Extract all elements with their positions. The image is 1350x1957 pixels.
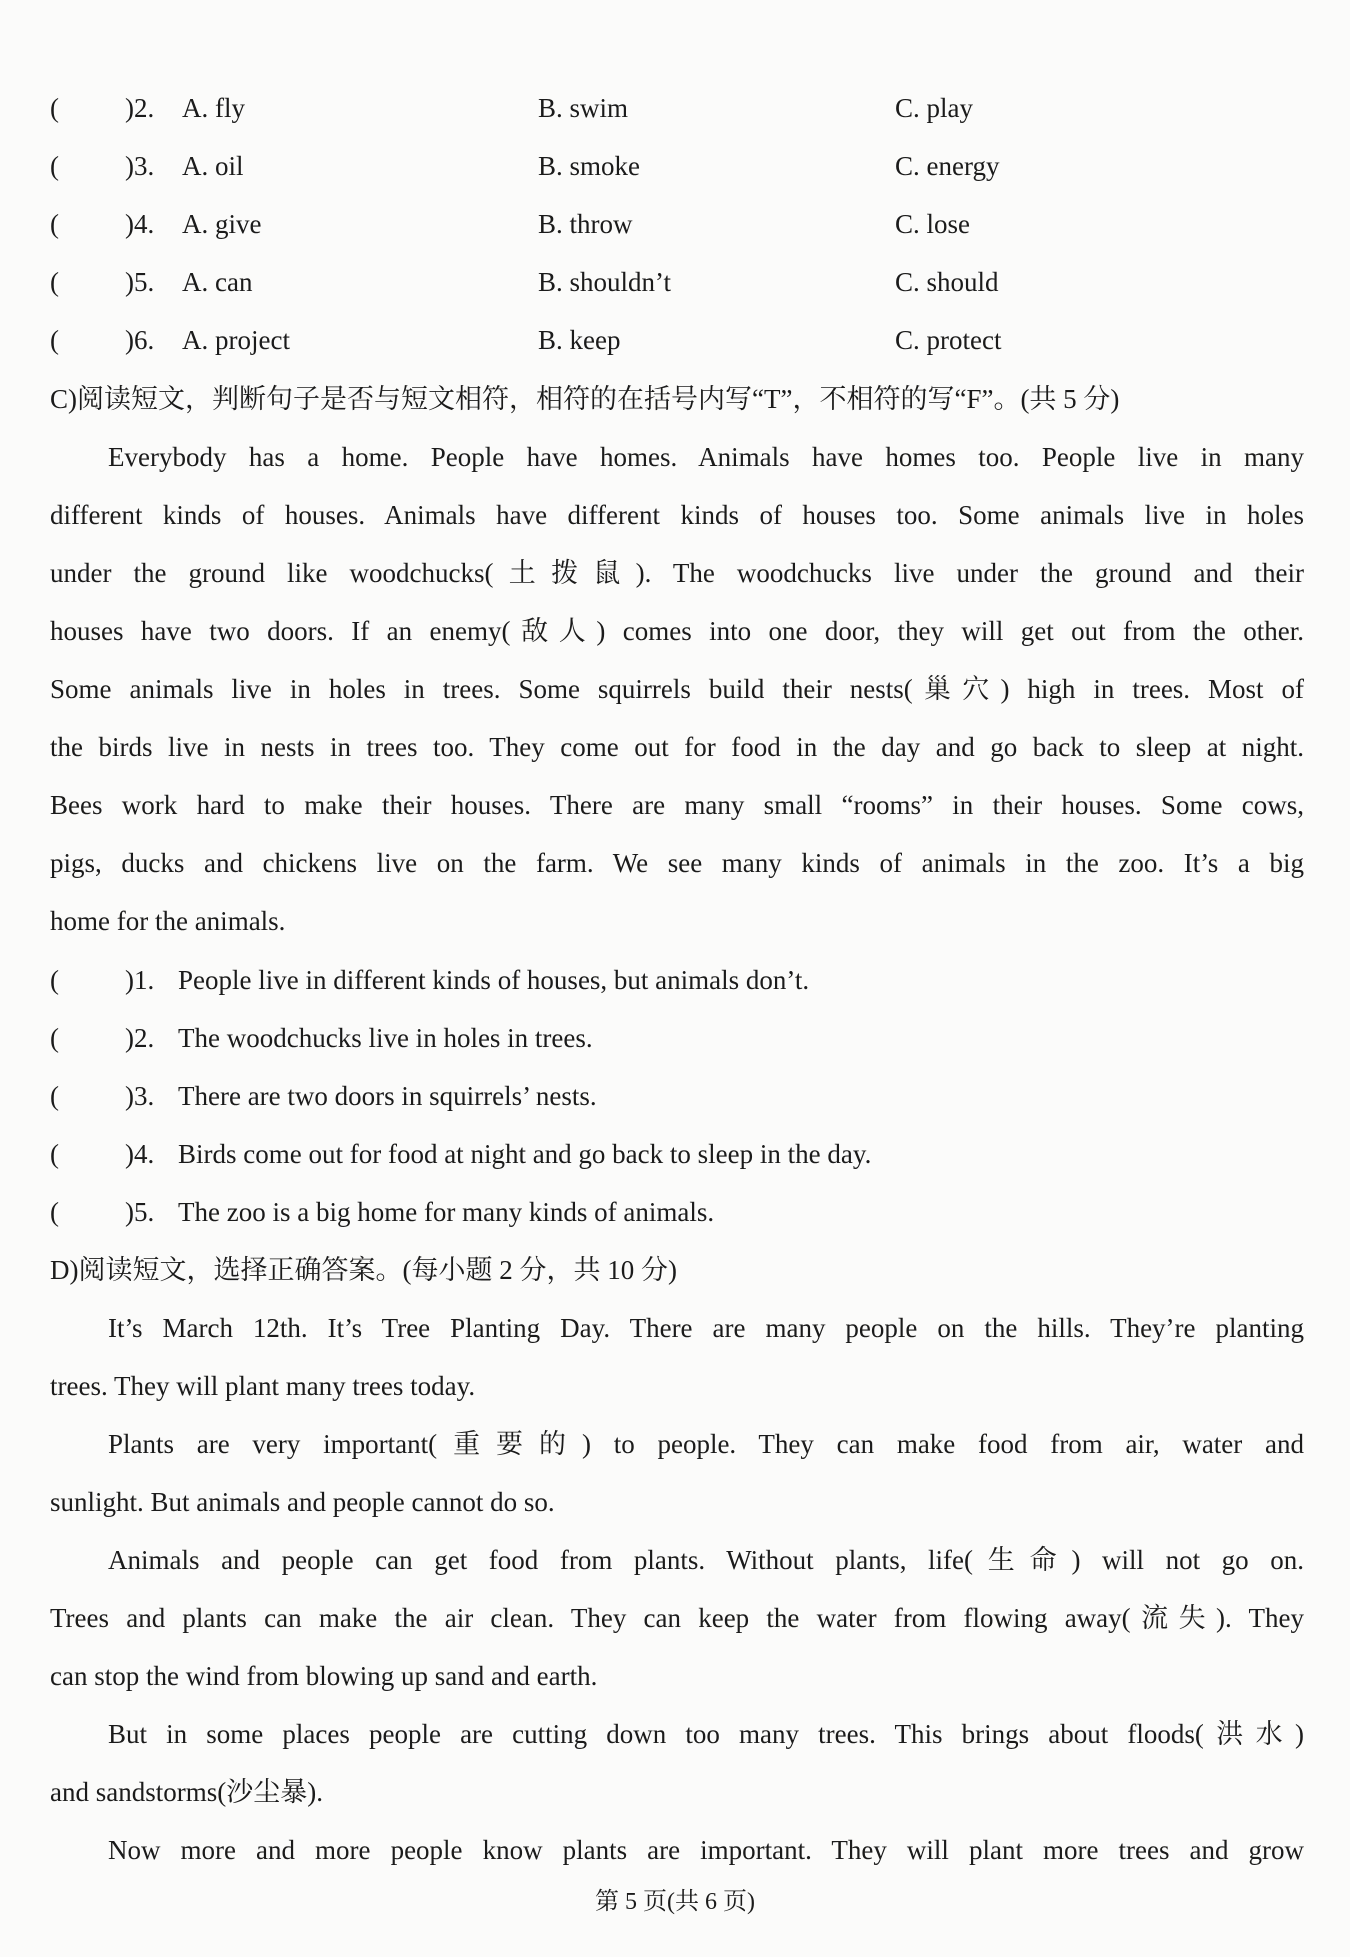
option-b: B. smoke xyxy=(538,151,641,181)
question-number: )6. xyxy=(125,325,155,355)
option-b: B. shouldn’t xyxy=(538,267,672,297)
option-b: B. keep xyxy=(538,325,621,355)
question-number: )3. xyxy=(125,1081,155,1111)
answer-bracket: ( xyxy=(50,1139,59,1169)
passage-line: Trees and plants can make the air clean. They can keep the water from flowing away(流失). They xyxy=(50,1603,1304,1633)
option-c: C. play xyxy=(895,93,973,123)
question-text: Birds come out for food at night and go back to sleep in the day. xyxy=(178,1139,872,1169)
section-c-heading: C)阅读短文，判断句子是否与短文相符，相符的在括号内写“T”，不相符的写“F”。(共 5 分) xyxy=(50,384,1120,414)
option-b: B. throw xyxy=(538,209,633,239)
answer-bracket: ( xyxy=(50,209,59,239)
option-a: A. give xyxy=(182,209,262,239)
option-a: A. can xyxy=(182,267,253,297)
question-number: )1. xyxy=(125,965,155,995)
choice-row xyxy=(50,88,1310,128)
question-number: )2. xyxy=(125,1023,155,1053)
option-a: A. fly xyxy=(182,93,245,123)
passage-line: sunlight. But animals and people cannot do so. xyxy=(50,1487,555,1517)
passage-line: It’s March 12th. It’s Tree Planting Day. There are many people on the hills. They’re planting xyxy=(108,1313,1304,1343)
answer-bracket: ( xyxy=(50,151,59,181)
question-text: People live in different kinds of houses, but animals don’t. xyxy=(178,965,810,995)
passage-line: But in some places people are cutting down too many trees. This brings about floods(洪水) xyxy=(108,1719,1304,1749)
passage-line: Everybody has a home. People have homes. Animals have homes too. People live in many xyxy=(108,442,1304,472)
answer-bracket: ( xyxy=(50,1081,59,1111)
answer-bracket: ( xyxy=(50,1023,59,1053)
option-c: C. lose xyxy=(895,209,971,239)
question-number: )5. xyxy=(125,1197,155,1227)
answer-bracket: ( xyxy=(50,267,59,297)
answer-bracket: ( xyxy=(50,93,59,123)
passage-line: Animals and people can get food from plants. Without plants, life(生命) will not go on. xyxy=(108,1545,1304,1575)
choice-row xyxy=(50,262,1310,302)
option-b: B. swim xyxy=(538,93,629,123)
passage-line: home for the animals. xyxy=(50,906,286,936)
question-number: )5. xyxy=(125,267,155,297)
option-c: C. protect xyxy=(895,325,1002,355)
option-c: C. should xyxy=(895,267,999,297)
option-c: C. energy xyxy=(895,151,1000,181)
question-text: The woodchucks live in holes in trees. xyxy=(178,1023,593,1053)
question-number: )2. xyxy=(125,93,155,123)
question-number: )4. xyxy=(125,209,155,239)
section-d-heading: D)阅读短文，选择正确答案。(每小题 2 分，共 10 分) xyxy=(50,1255,677,1285)
choice-row xyxy=(50,204,1310,244)
passage-line: Some animals live in holes in trees. Some squirrels build their nests(巢穴) high in trees. Most of xyxy=(50,674,1304,704)
option-a: A. project xyxy=(182,325,290,355)
passage-line: pigs, ducks and chickens live on the farm. We see many kinds of animals in the zoo. It’s a big xyxy=(50,848,1304,878)
choice-row xyxy=(50,146,1310,186)
passage-line: Plants are very important(重要的) to people. They can make food from air, water and xyxy=(108,1429,1304,1459)
passage-line: houses have two doors. If an enemy(敌人) comes into one door, they will get out from the other. xyxy=(50,616,1304,646)
question-text: The zoo is a big home for many kinds of animals. xyxy=(178,1197,715,1227)
passage-line: the birds live in nests in trees too. They come out for food in the day and go back to sleep at night. xyxy=(50,732,1304,762)
option-a: A. oil xyxy=(182,151,244,181)
passage-line: can stop the wind from blowing up sand and earth. xyxy=(50,1661,598,1691)
answer-bracket: ( xyxy=(50,325,59,355)
passage-line: under the ground like woodchucks(土拨鼠). The woodchucks live under the ground and their xyxy=(50,558,1304,588)
passage-line: Bees work hard to make their houses. There are many small “rooms” in their houses. Some cows, xyxy=(50,790,1304,820)
choice-row xyxy=(50,320,1310,360)
answer-bracket: ( xyxy=(50,1197,59,1227)
answer-bracket: ( xyxy=(50,965,59,995)
question-text: There are two doors in squirrels’ nests. xyxy=(178,1081,597,1111)
question-number: )4. xyxy=(125,1139,155,1169)
passage-line: Now more and more people know plants are important. They will plant more trees and grow xyxy=(108,1835,1304,1865)
passage-line: different kinds of houses. Animals have different kinds of houses too. Some animals live in holes xyxy=(50,500,1304,530)
passage-line: and sandstorms(沙尘暴). xyxy=(50,1777,323,1807)
question-number: )3. xyxy=(125,151,155,181)
passage-line: trees. They will plant many trees today. xyxy=(50,1371,476,1401)
page-footer: 第 5 页(共 6 页) xyxy=(595,1889,755,1915)
